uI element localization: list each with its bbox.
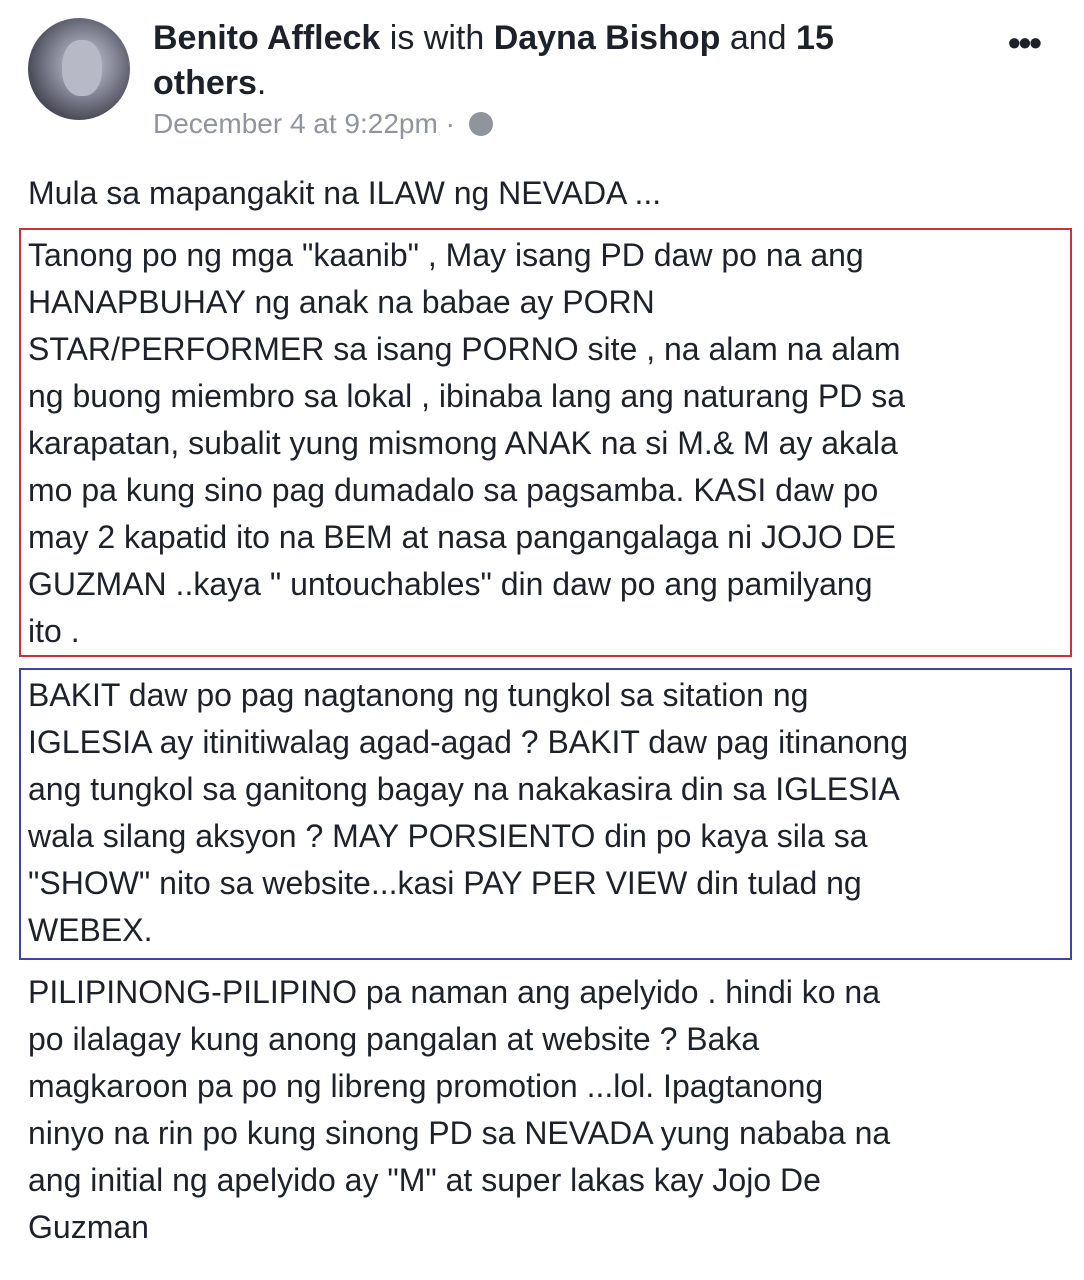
tagged-link[interactable]: Dayna Bishop — [493, 19, 721, 57]
text-line: ang initial ng apelyido ay "M" at super lakas kay Jojo De — [28, 1162, 821, 1198]
avatar-face — [62, 40, 102, 96]
post-meta — [153, 108, 493, 140]
text-line: BAKIT daw po pag nagtanong ng tungkol sa sitation ng — [28, 677, 809, 713]
text-line: Mula sa mapangakit na ILAW ng NEVADA ... — [28, 175, 662, 211]
text-line: wala silang aksyon ? MAY PORSIENTO din po kaya sila sa — [28, 818, 868, 854]
blue-box-text — [28, 672, 908, 954]
text-line: PILIPINONG-PILIPINO pa naman ang apelyido . hindi ko na — [28, 974, 881, 1010]
post-title — [153, 16, 953, 106]
others-link[interactable]: 15 others — [153, 19, 834, 102]
text-line: ang tungkol sa ganitong bagay na nakakasira din sa IGLESIA — [28, 771, 900, 807]
text-line: IGLESIA ay itinitiwalag agad-agad ? BAKIT daw pag itinanong — [28, 724, 908, 760]
and-text: and — [720, 19, 797, 57]
avatar[interactable] — [28, 18, 130, 120]
globe-icon — [469, 112, 493, 136]
text-line: ninyo na rin po kung sinong PD sa NEVADA yung nababa na — [28, 1115, 891, 1151]
with-text: is with — [380, 19, 494, 57]
text-line: karapatan, subalit yung mismong ANAK na si M.& M ay akala — [28, 425, 898, 461]
separator: · — [437, 108, 463, 139]
text-line: po ilalagay kung anong pangalan at website ? Baka — [28, 1021, 760, 1057]
text-line: Guzman — [28, 1209, 149, 1245]
text-line: GUZMAN ..kaya " untouchables" din daw po ang pamilyang — [28, 566, 873, 602]
period: . — [256, 64, 267, 102]
text-line: ng buong miembro sa lokal , ibinaba lang ang naturang PD sa — [28, 378, 906, 414]
post-header — [0, 0, 1084, 160]
text-line: "SHOW" nito sa website...kasi PAY PER VIEW din tulad ng — [28, 865, 862, 901]
text-line: magkaroon pa po ng libreng promotion ...lol. Ipagtanong — [28, 1068, 824, 1104]
closing-text — [28, 969, 890, 1251]
timestamp[interactable]: December 4 at 9:22pm — [153, 108, 438, 139]
text-line: ito . — [28, 613, 80, 649]
author-link[interactable]: Benito Affleck — [153, 19, 381, 57]
text-line: mo pa kung sino pag dumadalo sa pagsamba. KASI daw po — [28, 472, 879, 508]
text-line: STAR/PERFORMER sa isang PORNO site , na alam na alam — [28, 331, 901, 367]
text-line: WEBEX. — [28, 912, 153, 948]
text-line: Tanong po ng mga "kaanib" , May isang PD daw po na ang — [28, 237, 864, 273]
intro-text — [28, 170, 661, 217]
text-line: may 2 kapatid ito na BEM at nasa pangangalaga ni JOJO DE — [28, 519, 897, 555]
text-line: HANAPBUHAY ng anak na babae ay PORN — [28, 284, 655, 320]
more-options-button[interactable]: ••• — [1008, 22, 1040, 63]
red-box-text — [28, 232, 905, 655]
